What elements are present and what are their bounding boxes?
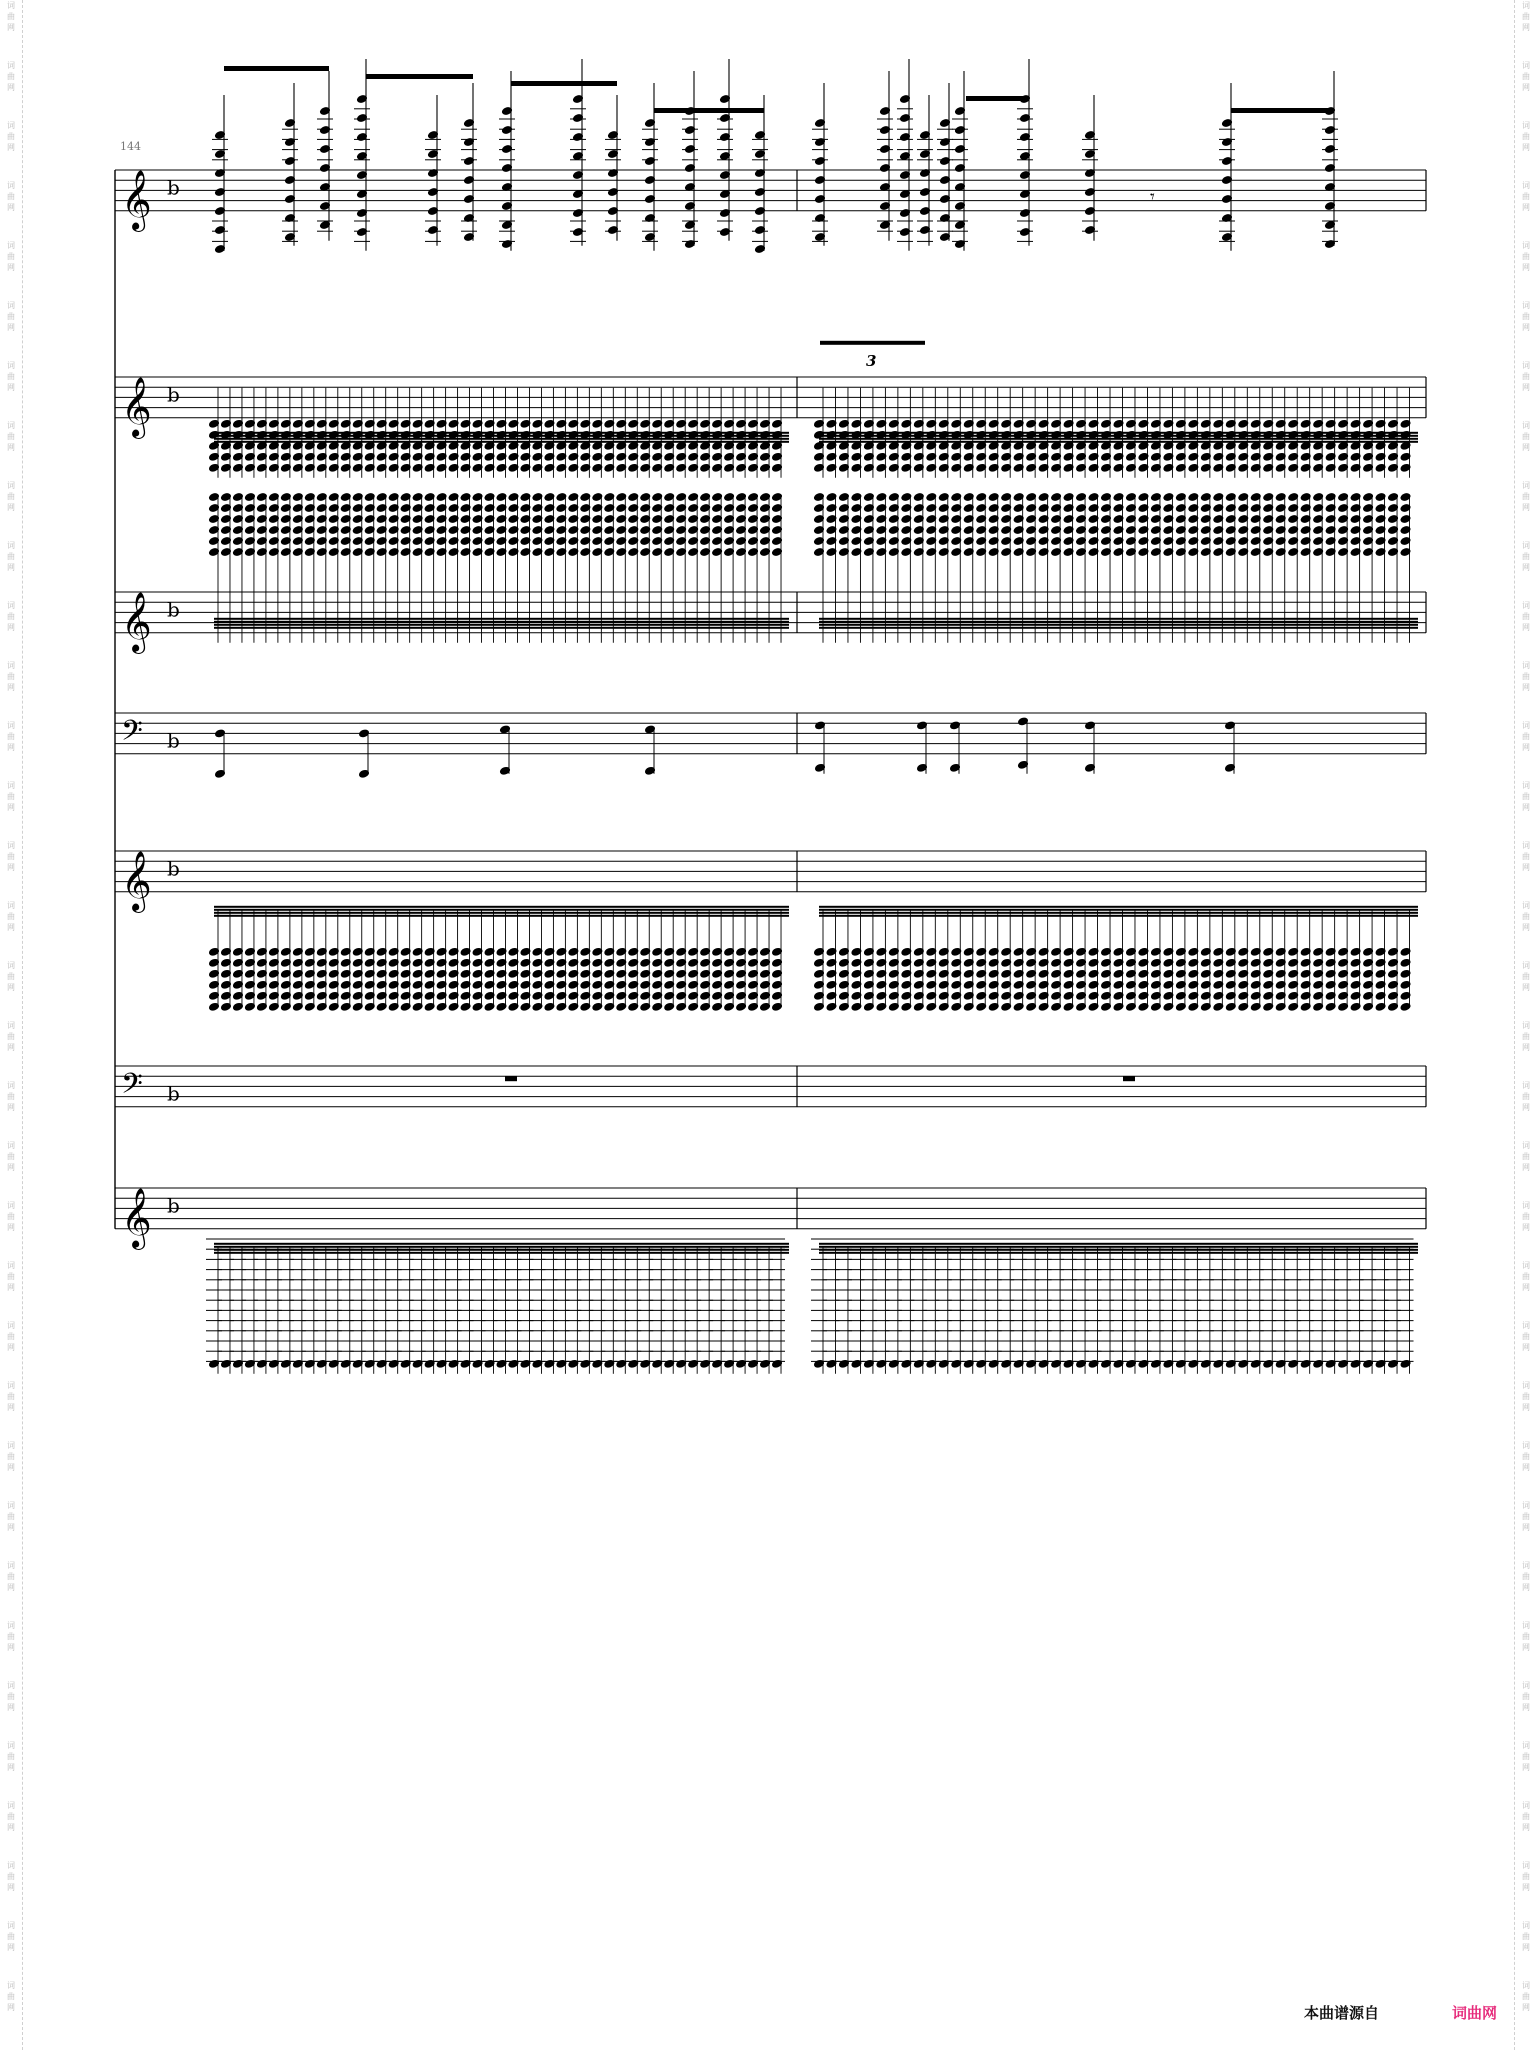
watermark-mark: 词 曲 网 [1522,1981,1530,2012]
watermark-mark: 词 曲 网 [7,301,15,332]
beam [214,618,789,620]
measure-number: 144 [120,140,141,153]
watermark-mark: 词 曲 网 [1522,841,1530,872]
footer-source-label: 本曲谱源自 [1304,2004,1380,2022]
watermark-mark: 词 曲 网 [1522,361,1530,392]
watermark-mark: 词 曲 网 [7,1741,15,1772]
watermark-mark: 词 曲 网 [1522,1261,1530,1292]
watermark-mark: 词 曲 网 [1522,181,1530,212]
key-signature-flat: b [167,1081,180,1106]
watermark-mark: 词 曲 网 [1522,781,1530,812]
watermark-mark: 词 曲 网 [7,1,15,32]
beam [819,435,1418,437]
beam [511,81,617,86]
key-signature-flat: b [167,175,180,200]
watermark-mark: 词 曲 网 [1522,721,1530,752]
beam [819,438,1418,440]
whole-rest [505,1076,517,1081]
watermark-mark: 词 曲 网 [7,1321,15,1352]
beam [819,906,1418,908]
watermark-mark: 词 曲 网 [7,241,15,272]
beam [1231,108,1334,113]
watermark-mark: 词 曲 网 [7,901,15,932]
watermark-mark: 词 曲 网 [7,1561,15,1592]
watermark-mark: 词 曲 网 [7,421,15,452]
triplet-number: 3 [866,351,877,370]
watermark-mark: 词 曲 网 [1522,1321,1530,1352]
beam [214,1249,789,1251]
beam [819,912,1418,914]
beam [819,915,1418,917]
watermark-mark: 词 曲 网 [1522,1621,1530,1652]
staff-3 [115,492,1426,654]
beam [819,1246,1418,1248]
watermark-mark: 词 曲 网 [1522,1,1530,32]
watermark-mark: 词 曲 网 [1522,1861,1530,1892]
beam [819,624,1418,626]
staff-1 [115,59,1426,370]
watermark-mark: 词 曲 网 [1522,121,1530,152]
beam [819,627,1418,629]
beam [819,618,1418,620]
watermark-mark: 词 曲 网 [1522,1141,1530,1172]
beam [214,909,789,911]
watermark-mark: 词 曲 网 [1522,1081,1530,1112]
watermark-mark: 词 曲 网 [7,1261,15,1292]
watermark-mark: 词 曲 网 [7,661,15,692]
bass-clef: 𝄢 [121,714,143,755]
beam [819,621,1418,623]
watermark-mark: 词 曲 网 [1522,421,1530,452]
watermark-mark: 词 曲 网 [7,1201,15,1232]
watermark-mark: 词 曲 网 [1522,661,1530,692]
beam [214,624,789,626]
staff-6 [115,1066,1426,1108]
beam [214,432,789,434]
watermark-mark: 词 曲 网 [7,781,15,812]
beam [214,435,789,437]
bass-clef: 𝄢 [121,1067,143,1108]
treble-clef: 𝄞 [121,1187,152,1248]
watermark-mark: 词 曲 网 [7,1141,15,1172]
beam [214,441,789,443]
beam [654,108,764,113]
beam [214,1243,789,1245]
watermark-mark: 词 曲 网 [7,1861,15,1892]
beam [214,621,789,623]
watermark-mark: 词 曲 网 [7,1081,15,1112]
watermark-mark: 词 曲 网 [7,1981,15,2012]
watermark-mark: 词 曲 网 [7,1801,15,1832]
watermark-mark: 词 曲 网 [1522,481,1530,512]
beam [214,912,789,914]
watermark-mark: 词 曲 网 [7,181,15,212]
key-signature-flat: b [167,1193,180,1218]
watermark-mark: 词 曲 网 [1522,1441,1530,1472]
watermark-mark: 词 曲 网 [1522,1681,1530,1712]
beam [214,1252,789,1254]
watermark-mark: 词 曲 网 [7,1501,15,1532]
watermark-mark: 词 曲 网 [1522,301,1530,332]
eighth-rest: 𝄾 [1150,186,1155,208]
watermark-mark: 词 曲 网 [7,1921,15,1952]
treble-clef: 𝄞 [121,169,152,230]
key-signature-flat: b [167,597,180,622]
treble-clef: 𝄞 [121,591,152,652]
watermark-mark: 词 曲 网 [7,1441,15,1472]
beam [819,1249,1418,1251]
watermark-mark: 词 曲 网 [7,481,15,512]
watermark-mark: 词 曲 网 [1522,1921,1530,1952]
watermark-mark: 词 曲 网 [1522,601,1530,632]
beam [214,915,789,917]
watermark-mark: 词 曲 网 [1522,1741,1530,1772]
beam [214,1246,789,1248]
watermark-mark: 词 曲 网 [1522,1201,1530,1232]
beam [819,441,1418,443]
beam [214,438,789,440]
beam [819,909,1418,911]
watermark-mark: 词 曲 网 [1522,1021,1530,1052]
beam [966,96,1029,101]
treble-clef: 𝄞 [121,850,152,911]
watermark-mark: 词 曲 网 [7,841,15,872]
staff-5 [115,851,1426,1012]
treble-clef: 𝄞 [121,376,152,437]
watermark-mark: 词 曲 网 [7,1021,15,1052]
beam [819,1252,1418,1254]
watermark-mark: 词 曲 网 [7,61,15,92]
watermark-mark: 词 曲 网 [1522,241,1530,272]
watermark-mark: 词 曲 网 [7,1681,15,1712]
key-signature-flat: b [167,382,180,407]
watermark-mark: 词 曲 网 [7,1621,15,1652]
watermark-mark: 词 曲 网 [1522,961,1530,992]
watermark-mark: 词 曲 网 [7,1381,15,1412]
footer-brand[interactable]: 词曲网 [1452,2004,1498,2022]
staff-4 [115,713,1426,779]
watermark-mark: 词 曲 网 [7,541,15,572]
staff-2 [115,377,1426,478]
beam [214,906,789,908]
watermark-mark: 词 曲 网 [7,961,15,992]
staff-7 [115,1188,1426,1374]
watermark-mark: 词 曲 网 [1522,901,1530,932]
beam [820,341,925,345]
beam [819,432,1418,434]
watermark-mark: 词 曲 网 [7,361,15,392]
beam [819,1243,1418,1245]
beam [214,627,789,629]
beam [224,66,329,71]
watermark-mark: 词 曲 网 [1522,1561,1530,1592]
watermark-mark: 词 曲 网 [1522,1801,1530,1832]
key-signature-flat: b [167,856,180,881]
watermark-mark: 词 曲 网 [7,121,15,152]
watermark-mark: 词 曲 网 [1522,1501,1530,1532]
watermark-mark: 词 曲 网 [1522,541,1530,572]
watermark-mark: 词 曲 网 [7,721,15,752]
whole-rest [1123,1076,1135,1081]
beam [366,74,473,79]
watermark-mark: 词 曲 网 [1522,1381,1530,1412]
key-signature-flat: b [167,728,180,753]
watermark-mark: 词 曲 网 [7,601,15,632]
watermark-mark: 词 曲 网 [1522,61,1530,92]
